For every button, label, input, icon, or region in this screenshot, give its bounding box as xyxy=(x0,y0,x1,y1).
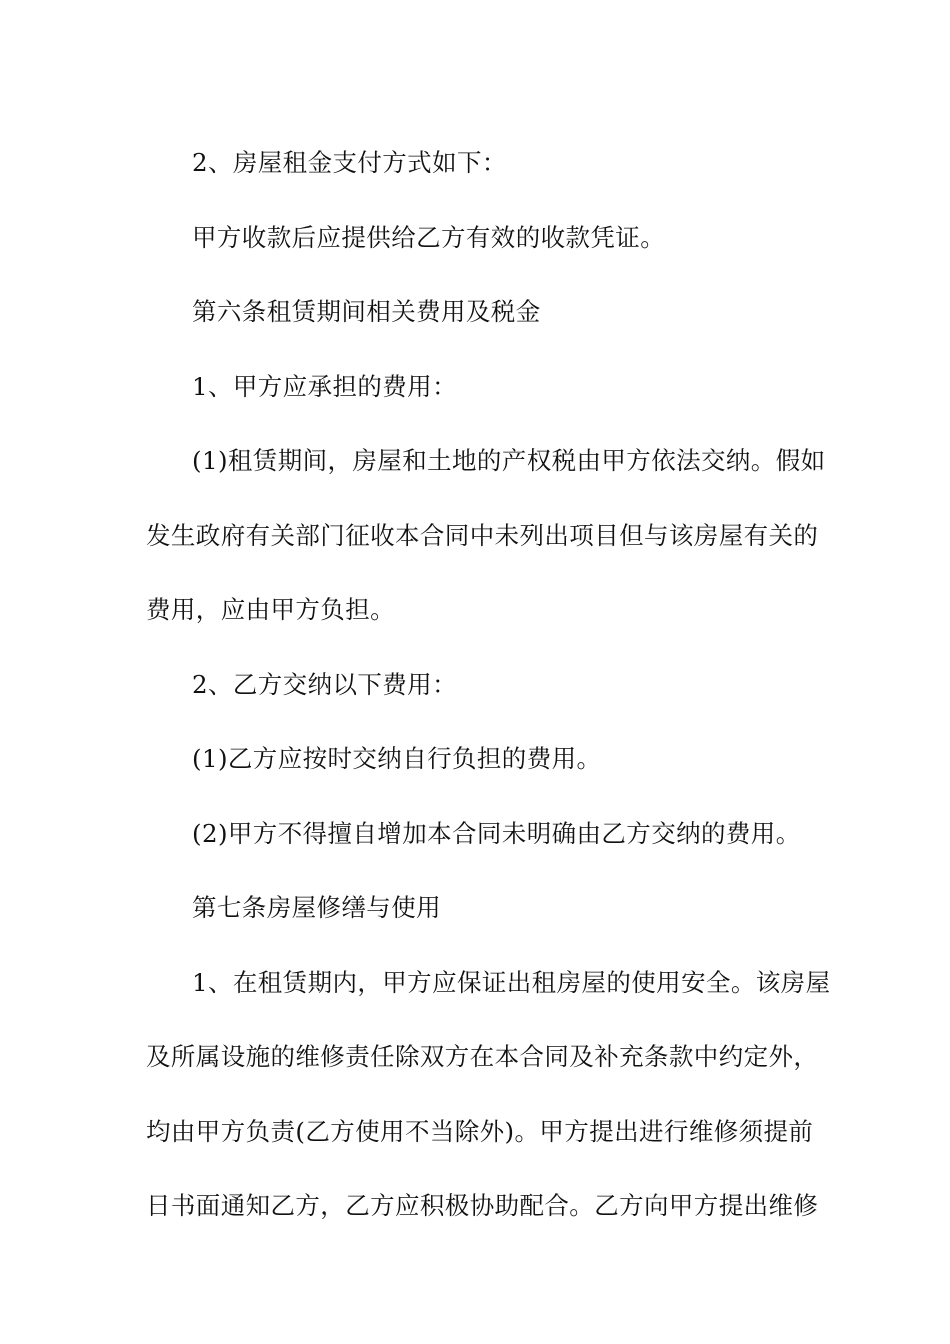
paragraph-party-b-pay-on-time xyxy=(146,722,808,797)
document-body xyxy=(146,126,831,1244)
paragraph-receipt xyxy=(146,201,808,276)
paragraph-line: 费用，应由甲方负担。 xyxy=(146,595,395,624)
paragraph-line: 均由甲方负责(乙方使用不当除外)。甲方提出进行维修须提前 xyxy=(146,1116,814,1146)
paragraph-line: 第六条租赁期间相关费用及税金 xyxy=(192,297,541,326)
article-6-heading xyxy=(146,275,808,350)
paragraph-repair-responsibility xyxy=(146,946,831,1244)
paragraph-line: (1)租赁期间，房屋和土地的产权税由甲方依法交纳。假如 xyxy=(192,446,826,475)
paragraph-party-b-costs xyxy=(146,648,808,723)
paragraph-rent-payment xyxy=(146,126,808,201)
paragraph-line: 第七条房屋修缮与使用 xyxy=(192,893,441,922)
paragraph-party-a-costs xyxy=(146,350,808,425)
paragraph-no-extra-costs xyxy=(146,797,808,872)
paragraph-line: 2、乙方交纳以下费用： xyxy=(192,669,457,699)
paragraph-line: 1、甲方应承担的费用： xyxy=(192,371,457,401)
paragraph-line: 2、房屋租金支付方式如下： xyxy=(192,148,507,177)
article-7-heading xyxy=(146,871,808,946)
paragraph-line: (1)乙方应按时交纳自行负担的费用。 xyxy=(192,744,602,773)
paragraph-line: 1、在租赁期内，甲方应保证出租房屋的使用安全。该房屋 xyxy=(192,967,831,997)
paragraph-line: 及所属设施的维修责任除双方在本合同及补充条款中约定外， xyxy=(146,1042,819,1071)
paragraph-line: 日书面通知乙方，乙方应积极协助配合。乙方向甲方提出维修 xyxy=(146,1191,819,1220)
paragraph-line: 甲方收款后应提供给乙方有效的收款凭证。 xyxy=(192,222,666,252)
paragraph-line: 发生政府有关部门征收本合同中未列出项目但与该房屋有关的 xyxy=(146,520,819,550)
paragraph-line: (2)甲方不得擅自增加本合同未明确由乙方交纳的费用。 xyxy=(192,818,801,848)
paragraph-property-tax xyxy=(146,424,826,648)
